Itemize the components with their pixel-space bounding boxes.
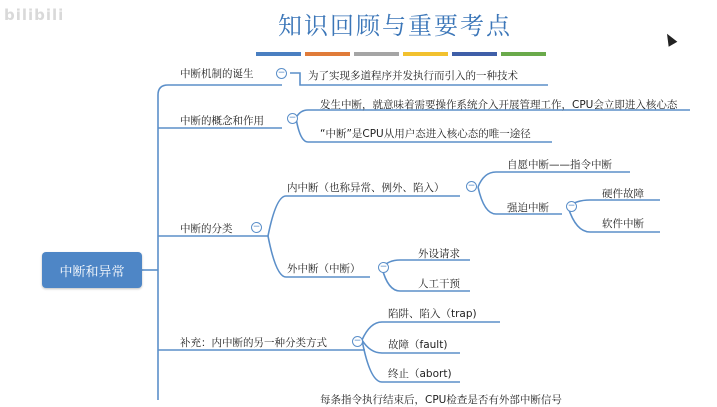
supplement-item: 终止（abort) [388, 368, 452, 380]
external-item: 外设请求 [418, 248, 460, 260]
forced-item: 硬件故障 [602, 188, 644, 200]
branch-classify-label[interactable]: 中断的分类 [180, 223, 233, 235]
voluntary-interrupt: 自愿中断——指令中断 [507, 159, 612, 171]
root-node[interactable]: 中断和异常 [42, 252, 142, 288]
collapse-icon[interactable]: − [379, 262, 388, 272]
collapse-icon[interactable]: − [288, 113, 297, 123]
branch-concept-label[interactable]: 中断的概念和作用 [180, 115, 264, 127]
collapse-icon[interactable]: − [567, 201, 576, 211]
collapse-icon[interactable]: − [353, 336, 362, 346]
branch-supplement-label[interactable]: 补充：内中断的另一种分类方式 [180, 337, 327, 349]
collapse-icon[interactable]: − [277, 68, 286, 78]
page-title: 知识回顾与重要考点 [278, 12, 512, 40]
forced-interrupt-label[interactable]: 强迫中断 [507, 202, 549, 214]
external-interrupt-label[interactable]: 外中断（中断） [287, 263, 361, 275]
concept-item: “中断”是CPU从用户态进入核心态的唯一途径 [320, 128, 531, 140]
collapse-icon[interactable]: − [252, 222, 261, 232]
supplement-item: 陷阱、陷入（trap) [388, 308, 477, 320]
forced-item: 软件中断 [602, 218, 644, 230]
collapse-icon[interactable]: − [467, 181, 476, 191]
watermark-logo: bilibili [4, 6, 65, 24]
cut-off-item: 每条指令执行结束后，CPU检查是否有外部中断信号 [320, 394, 562, 406]
concept-item: 发生中断，就意味着需要操作系统介入开展管理工作，CPU会立即进入核心态 [320, 99, 678, 111]
external-item: 人工干预 [418, 278, 460, 290]
birth-desc: 为了实现多道程序并发执行而引入的一种技术 [308, 70, 518, 82]
internal-interrupt-label[interactable]: 内中断（也称异常、例外、陷入） [287, 182, 445, 194]
branch-birth-label[interactable]: 中断机制的诞生 [180, 68, 254, 80]
supplement-item: 故障（fault) [388, 339, 448, 351]
